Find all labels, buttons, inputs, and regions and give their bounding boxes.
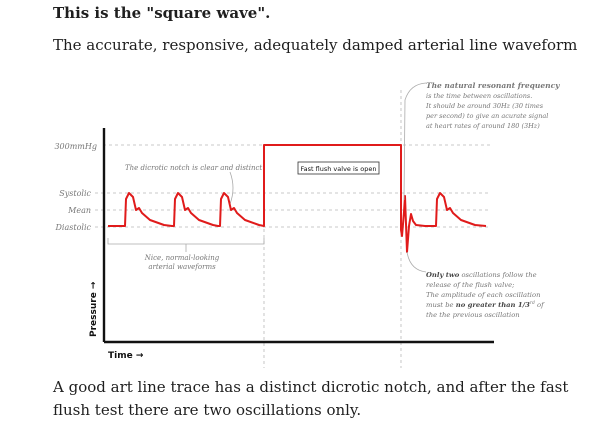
label-mean: Mean bbox=[68, 206, 91, 215]
oscillation-leader bbox=[407, 252, 426, 272]
resonance-line4: per second) to give an acurate signal bbox=[426, 112, 549, 120]
normal-note-line1: Nice, normal-looking bbox=[144, 254, 220, 262]
resonance-line2: is the time between oscillations. bbox=[426, 92, 533, 100]
oscillation-line4: must be no greater than 1/3rd of bbox=[426, 301, 544, 309]
resonance-leader bbox=[404, 83, 426, 200]
label-300mmhg: 300mmHg bbox=[54, 142, 97, 151]
oscillation-line3: The amplitude of each oscillation bbox=[426, 291, 541, 299]
normal-bracket bbox=[108, 238, 264, 244]
label-systolic: Systolic bbox=[59, 189, 91, 198]
notch-leader bbox=[230, 172, 233, 204]
resonance-line5: at heart rates of around 180 (3Hz) bbox=[426, 122, 540, 130]
section-heading: This is the "square wave". bbox=[53, 4, 271, 22]
axes bbox=[104, 128, 494, 342]
x-axis-title: Time → bbox=[108, 351, 144, 361]
pressure-trace bbox=[108, 145, 486, 252]
oscillation-line5: the the previous oscillation bbox=[426, 311, 520, 319]
resonance-line3: It should be around 30Hz (30 times bbox=[426, 102, 544, 110]
guide-lines bbox=[95, 90, 490, 368]
intro-text: The accurate, responsive, adequately damped arterial line waveform bbox=[53, 36, 578, 54]
y-axis-title: Pressure → bbox=[89, 281, 99, 337]
caption-text: A good art line trace has a distinct dicrotic notch, and after the fast flush test there are two oscillations only. bbox=[53, 378, 569, 419]
notch-note: The dicrotic notch is clear and distinct bbox=[125, 164, 263, 172]
resonance-title: The natural resonant frequency bbox=[426, 81, 560, 90]
oscillation-line2: release of the flush valve; bbox=[426, 281, 515, 289]
oscillation-line1: Only two oscillations follow the bbox=[426, 271, 537, 279]
flush-label bbox=[298, 162, 379, 174]
label-diastolic: Diastolic bbox=[55, 223, 91, 232]
flush-label-text: Fast flush valve is open bbox=[300, 165, 377, 173]
normal-note-line2: arterial waveforms bbox=[148, 263, 216, 271]
